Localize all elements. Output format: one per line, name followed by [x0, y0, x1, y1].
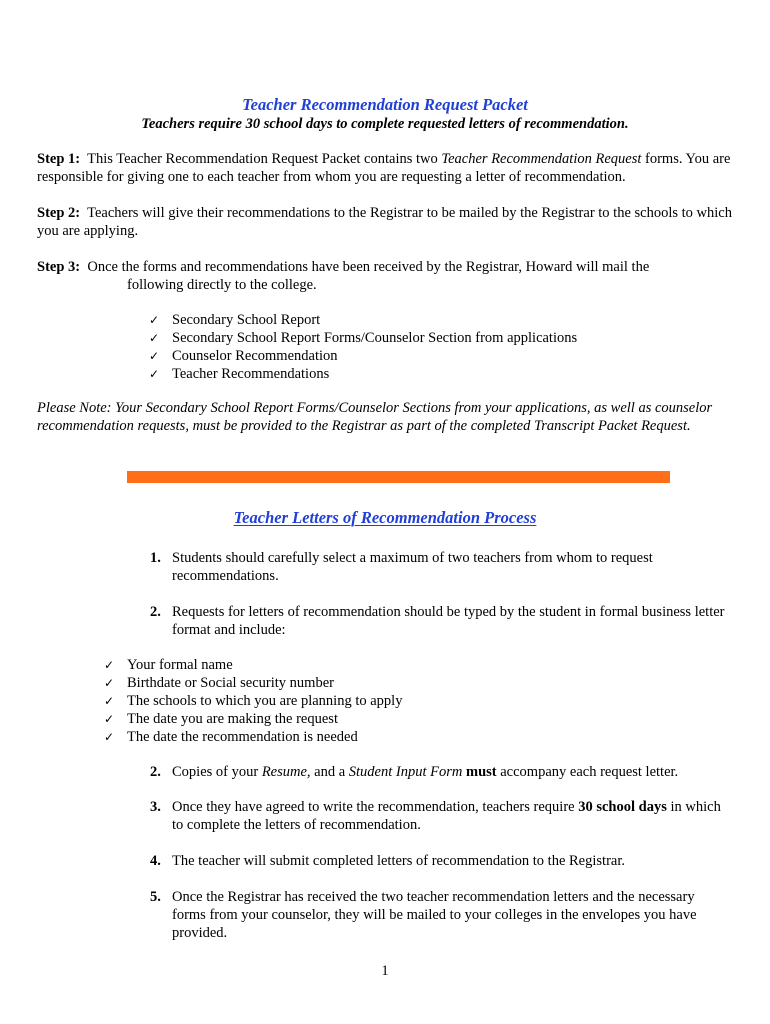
process-item-1: 1. Students should carefully select a maximum of two teachers from whom to request recommendations.: [150, 550, 653, 584]
checkmark-icon: ✓: [104, 694, 115, 708]
orange-divider: [127, 471, 670, 483]
step-3-label: Step 3:: [37, 259, 81, 275]
list-item: ✓ The date the recommendation is needed: [104, 729, 358, 745]
checkmark-icon: ✓: [104, 676, 115, 690]
step-3-text-a: Once the forms and recommendations have been received by the Registrar, Howard will mail the: [87, 259, 650, 275]
checkmark-icon: ✓: [104, 712, 115, 726]
list-item: ✓ Secondary School Report: [149, 312, 321, 328]
step-2-text: Teachers will give their recommendations to the Registrar to be mailed by the Registrar to the schools to which you are applying.: [37, 205, 732, 239]
list-item: ✓ Counselor Recommendation: [149, 348, 338, 364]
step-1: [37, 150, 737, 186]
include-items-list: [104, 656, 403, 746]
list-item: ✓ Secondary School Report Forms/Counselor Section from applications: [149, 330, 578, 346]
list-item: ✓ The schools to which you are planning to apply: [104, 693, 403, 709]
process-item-6: 5. Once the Registrar has received the two teacher recommendation letters and the necessary forms from your counselor, they will be mailed to your colleges in the envelopes you have provided.: [150, 889, 697, 941]
step-1-label: Step 1:: [37, 151, 81, 167]
step-3: [37, 258, 737, 276]
checkmark-icon: ✓: [149, 331, 160, 345]
step-1-text-a: This Teacher Recommendation Request Packet contains two: [87, 151, 438, 167]
page-subtitle: Teachers require 30 school days to complete requested letters of recommendation.: [141, 116, 629, 132]
checkmark-icon: ✓: [104, 730, 115, 744]
step-2-label: Step 2:: [37, 205, 81, 221]
list-item: ✓ Birthdate or Social security number: [104, 675, 334, 691]
process-item-5: 4. The teacher will submit completed letters of recommendation to the Registrar.: [150, 853, 625, 869]
step-3-text-b: following directly to the college.: [127, 277, 317, 293]
checkmark-icon: ✓: [149, 349, 160, 363]
process-item-2: 2. Requests for letters of recommendation should be typed by the student in formal business letter format and include:: [150, 604, 725, 638]
step-2: [37, 204, 737, 240]
process-title: Teacher Letters of Recommendation Process: [233, 508, 537, 527]
list-item: ✓ Teacher Recommendations: [149, 366, 330, 382]
process-item-3: 2. Copies of your Resume, and a Student Input Form must accompany each request letter.: [150, 764, 679, 780]
page-number: 1: [381, 963, 389, 979]
checkmark-icon: ✓: [104, 658, 115, 672]
list-item: ✓ Your formal name: [104, 657, 233, 673]
checkmark-icon: ✓: [149, 367, 160, 381]
checkmark-icon: ✓: [149, 313, 160, 327]
mail-items-list: [149, 311, 578, 383]
process-item-4: 3. Once they have agreed to write the recommendation, teachers require 30 school days in which to complete the letters of recommendation.: [150, 799, 721, 833]
please-note: Please Note: Your Secondary School Report Forms/Counselor Sections from your applications, as well as counselor recommendation requests, must be provided to the Registrar as part of the completed Transcript Packet Request.: [37, 400, 713, 434]
step-1-form-name: Teacher Recommendation Request: [441, 151, 642, 167]
list-item: ✓ The date you are making the request: [104, 711, 338, 727]
step-1-text-c: forms. You are responsible for giving one to each teacher from whom you are requesting a letter of recommendation.: [37, 151, 731, 185]
page-title: Teacher Recommendation Request Packet: [242, 95, 528, 114]
